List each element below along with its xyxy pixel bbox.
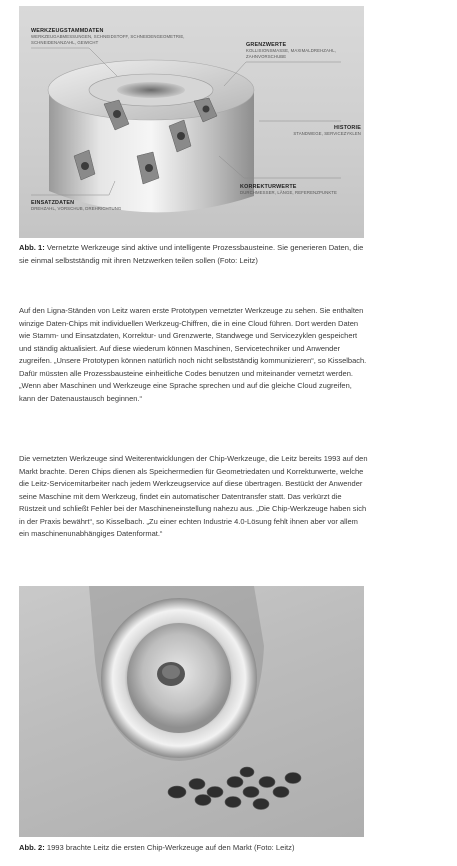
callout-description: KOLLISIONSMASSE, MAXIMALDREHZAHL, ZAHNVORSCHUBE bbox=[246, 48, 336, 59]
body-paragraph-2: Die vernetzten Werkzeuge sind Weiterentwicklungen der Chip-Werkzeuge, die Leitz bereits 1993 auf den Markt brachte. Deren Chips dienen als Speichermedien für Geometriedaten und Korrekturwerte, welche die Leitz-Servicemitarbeiter nach jedem Werkzeugservice auf diese übertragen. Bestückt der Anwender seine Maschine mit dem Werkzeug, findet ein automatischer Datentransfer statt. Das verkürzt die Rüstzeit und schließt Fehler bei der Maschineneinstellung nahezu aus. „Die Chip-Werkzeuge haben sich in der Praxis bewährt“, so Kisselbach. „Zu einer echten Industrie 4.0-Lösung fehlt ihnen aber vor allem ein maschinenunabhängiges Datenformat.“ bbox=[19, 454, 368, 539]
callout-grenzwerte bbox=[246, 42, 361, 60]
callout-title: EINSATZDATEN bbox=[31, 200, 75, 206]
figure-2-chip-tool-image bbox=[19, 586, 364, 837]
caption-text: 1993 brachte Leitz die ersten Chip-Werkzeuge auf den Markt (Foto: Leitz) bbox=[44, 843, 295, 852]
caption-text: Vernetzte Werkzeuge sind aktive und intelligente Prozessbausteine. Sie generieren Daten, die sie einmal selbstständig mit ihren Netzwerken teilen sollen (Foto: Leitz) bbox=[19, 243, 364, 265]
chip-tool-illustration bbox=[19, 586, 364, 837]
caption-label: Abb. 2: bbox=[19, 843, 45, 852]
figure-1-caption bbox=[19, 242, 364, 267]
figure-1-connected-tool-image bbox=[19, 6, 364, 238]
callout-description: WERKZEUGABMESSUNGEN, SCHNEIDSTOFF, SCHNEIDENGEOMETRIE, SCHNEIDENANZAHL, GEWICHT bbox=[31, 34, 185, 45]
callout-historie bbox=[271, 125, 361, 137]
callout-title: GRENZWERTE bbox=[246, 42, 287, 48]
callout-werkzeugstammdaten bbox=[31, 28, 191, 46]
callout-title: WERKZEUGSTAMMDATEN bbox=[31, 28, 104, 34]
callout-description: DREHZAHL, VORSCHUB, DREHRICHTUNG bbox=[31, 206, 122, 211]
body-paragraph-1: Auf den Ligna-Ständen von Leitz waren erste Prototypen vernetzter Werkzeuge zu sehen. Sie enthalten winzige Daten-Chips mit individuellen Werkzeug-Chiffren, die in eine Cloud führen. Dort werden Daten wie Stamm- und Einsatzdaten, Korrektur- und Grenzwerte, Standwege und Servicezyklen gespeichert und ständig aktualisiert. Auf diese wiederum können Maschinen, Servicetechniker und Anwender zugreifen. „Unsere Prototypen können natürlich noch nicht selbstständig kommunizieren“, so Kisselbach. Dafür müssten alle Prozessbausteine einheitliche Codes benutzen und miteinander vernetzt werden. „Wenn aber Maschinen und Werkzeuge eine Sprache sprechen und auf die gleiche Cloud zugreifen, kann der Datenaustausch beginnen.“ bbox=[19, 306, 367, 403]
callout-description: STANDWEGE, SERVICEZYKLEN bbox=[293, 131, 361, 136]
callout-title: HISTORIE bbox=[334, 125, 361, 131]
figure-2-caption bbox=[19, 842, 419, 855]
callout-einsatzdaten bbox=[31, 200, 171, 212]
callout-description: DURCHMESSER, LÄNGE, REFERENZPUNKTE bbox=[240, 190, 337, 195]
caption-label: Abb. 1: bbox=[19, 243, 45, 252]
callout-title: KORREKTURWERTE bbox=[240, 184, 297, 190]
callout-korrekturwerte bbox=[240, 184, 362, 196]
